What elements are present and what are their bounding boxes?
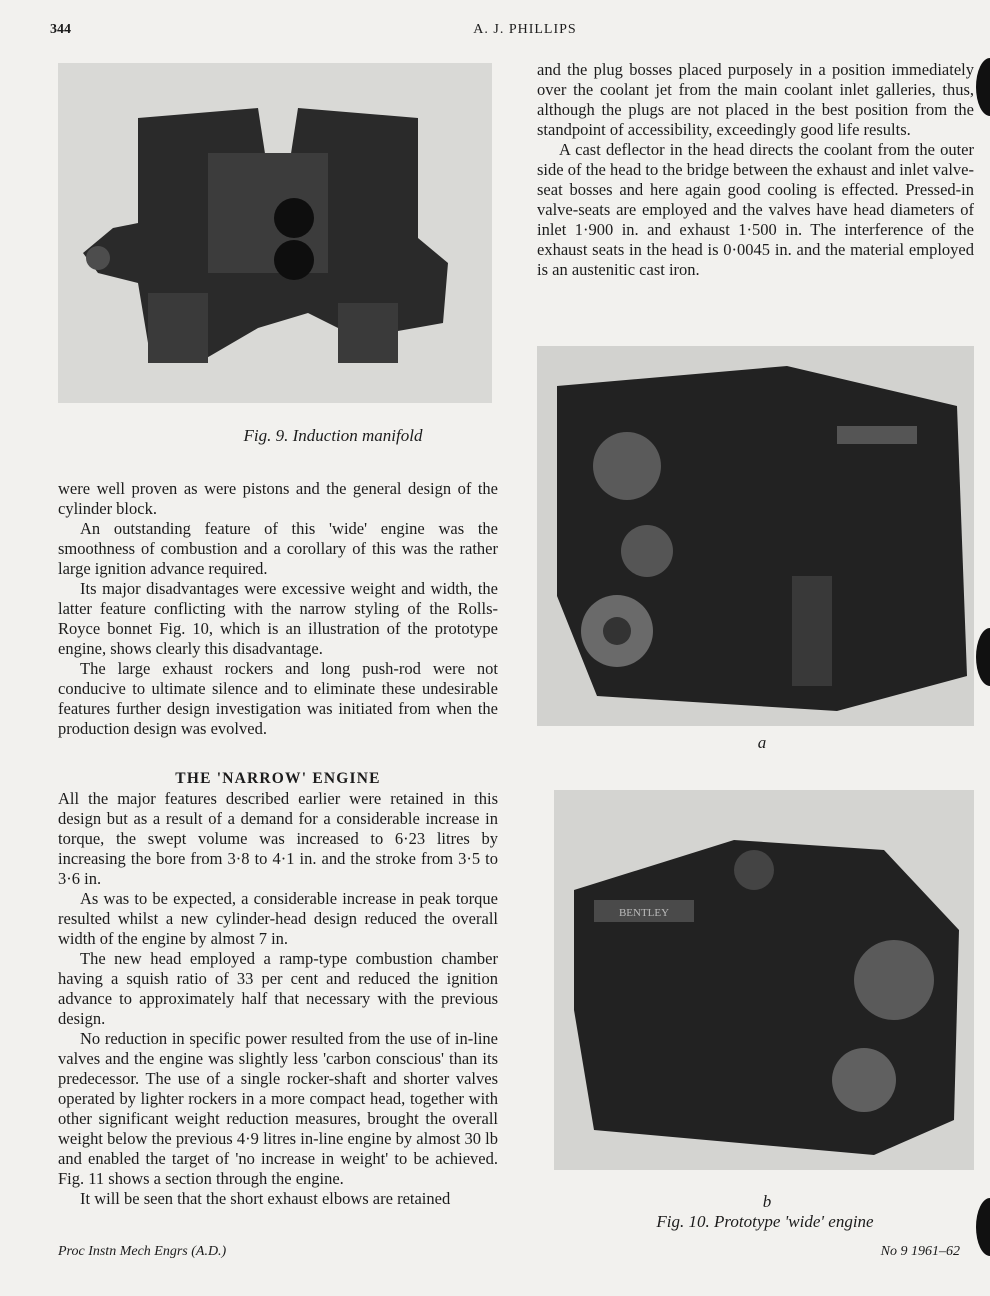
punch-hole-middle bbox=[976, 628, 990, 686]
right-paragraph-1: and the plug bosses placed purposely in a position immediately over the coolant jet from the main coolant inlet galleries, thus, although the plugs are not placed in the best position from the standpoint of accessibility, exceedingly good life results. bbox=[537, 60, 974, 139]
right-paragraph-2: A cast deflector in the head directs the coolant from the outer side of the head to the bridge between the exhaust and inlet valve-seat bosses and here again good cooling is effected. Pressed-in valve-seats are employed and the valves have head diameters of inlet 1·900 in. and exhaust 1·500 in. The interference of the exhaust seats in the head is 0·0045 in. and the material employed is an austenitic cast iron. bbox=[537, 140, 974, 279]
fig10a-engine-photo bbox=[537, 346, 974, 726]
left-paragraph-3: Its major disadvantages were excessive weight and width, the latter feature conflicting with the narrow styling of the Rolls-Royce bonnet Fig. 10, which is an illustration of the prototype engine, shows clearly this disadvantage. bbox=[58, 579, 498, 658]
footer-issue: No 9 1961–62 bbox=[880, 1244, 960, 1259]
engine-badge-text: BENTLEY bbox=[618, 907, 670, 919]
fig9-caption: Fig. 9. Induction manifold bbox=[243, 426, 423, 445]
fig10b-label: b bbox=[762, 1192, 772, 1211]
punch-hole-top bbox=[976, 58, 990, 116]
left-paragraph-7: The new head employed a ramp-type combustion chamber having a squish ratio of 33 per cent and reduced the ignition advance to approximately half that necessary with the previous design. bbox=[58, 949, 498, 1028]
fig9-induction-manifold-photo bbox=[58, 63, 492, 403]
engine-illustration-a bbox=[537, 346, 974, 726]
induction-manifold-illustration bbox=[58, 63, 492, 403]
footer-journal: Proc Instn Mech Engrs (A.D.) bbox=[58, 1244, 227, 1259]
engine-illustration-b bbox=[554, 790, 974, 1170]
fig10b-engine-photo bbox=[554, 790, 974, 1170]
left-paragraph-5: All the major features described earlier were retained in this design but as a result of a demand for a considerable increase in torque, the swept volume was increased to 6·23 litres by increasing the bore from 3·8 to 4·1 in. and the stroke from 3·5 to 3·6 in. bbox=[58, 789, 498, 888]
left-text-column bbox=[58, 479, 498, 1209]
left-paragraph-4: The large exhaust rockers and long push-rod were not conducive to ultimate silence and to eliminate these undesirable features further design investigation was initiated from when the production design was evolved. bbox=[58, 659, 498, 738]
left-paragraph-2: An outstanding feature of this 'wide' engine was the smoothness of combustion and a corollary of this was the rather large ignition advance required. bbox=[58, 519, 498, 578]
section-heading-narrow-engine: THE 'NARROW' ENGINE bbox=[175, 770, 381, 787]
running-head: A. J. PHILLIPS bbox=[473, 22, 577, 37]
left-paragraph-6: As was to be expected, a considerable increase in peak torque resulted whilst a new cylinder-head design reduced the overall width of the engine by almost 7 in. bbox=[58, 889, 498, 948]
fig10a-label: a bbox=[757, 733, 767, 752]
punch-hole-bottom bbox=[976, 1198, 990, 1256]
left-paragraph-1: were well proven as were pistons and the general design of the cylinder block. bbox=[58, 479, 498, 518]
left-paragraph-9: It will be seen that the short exhaust elbows are retained bbox=[80, 1189, 451, 1208]
right-text-column bbox=[537, 60, 974, 280]
left-paragraph-8: No reduction in specific power resulted from the use of in-line valves and the engine was slightly less 'carbon conscious' than its predecessor. The use of a single rocker-shaft and shorter valves operated by lighter rockers in a more compact head, together with other significant weight reduction measures, brought the overall weight below the previous 4·9 litres in-line engine by almost 30 lb and enabled the target of 'no increase in weight' to be achieved. Fig. 11 shows a section through the engine. bbox=[58, 1029, 498, 1188]
page-number: 344 bbox=[50, 22, 71, 37]
fig10-caption: Fig. 10. Prototype 'wide' engine bbox=[656, 1212, 874, 1231]
